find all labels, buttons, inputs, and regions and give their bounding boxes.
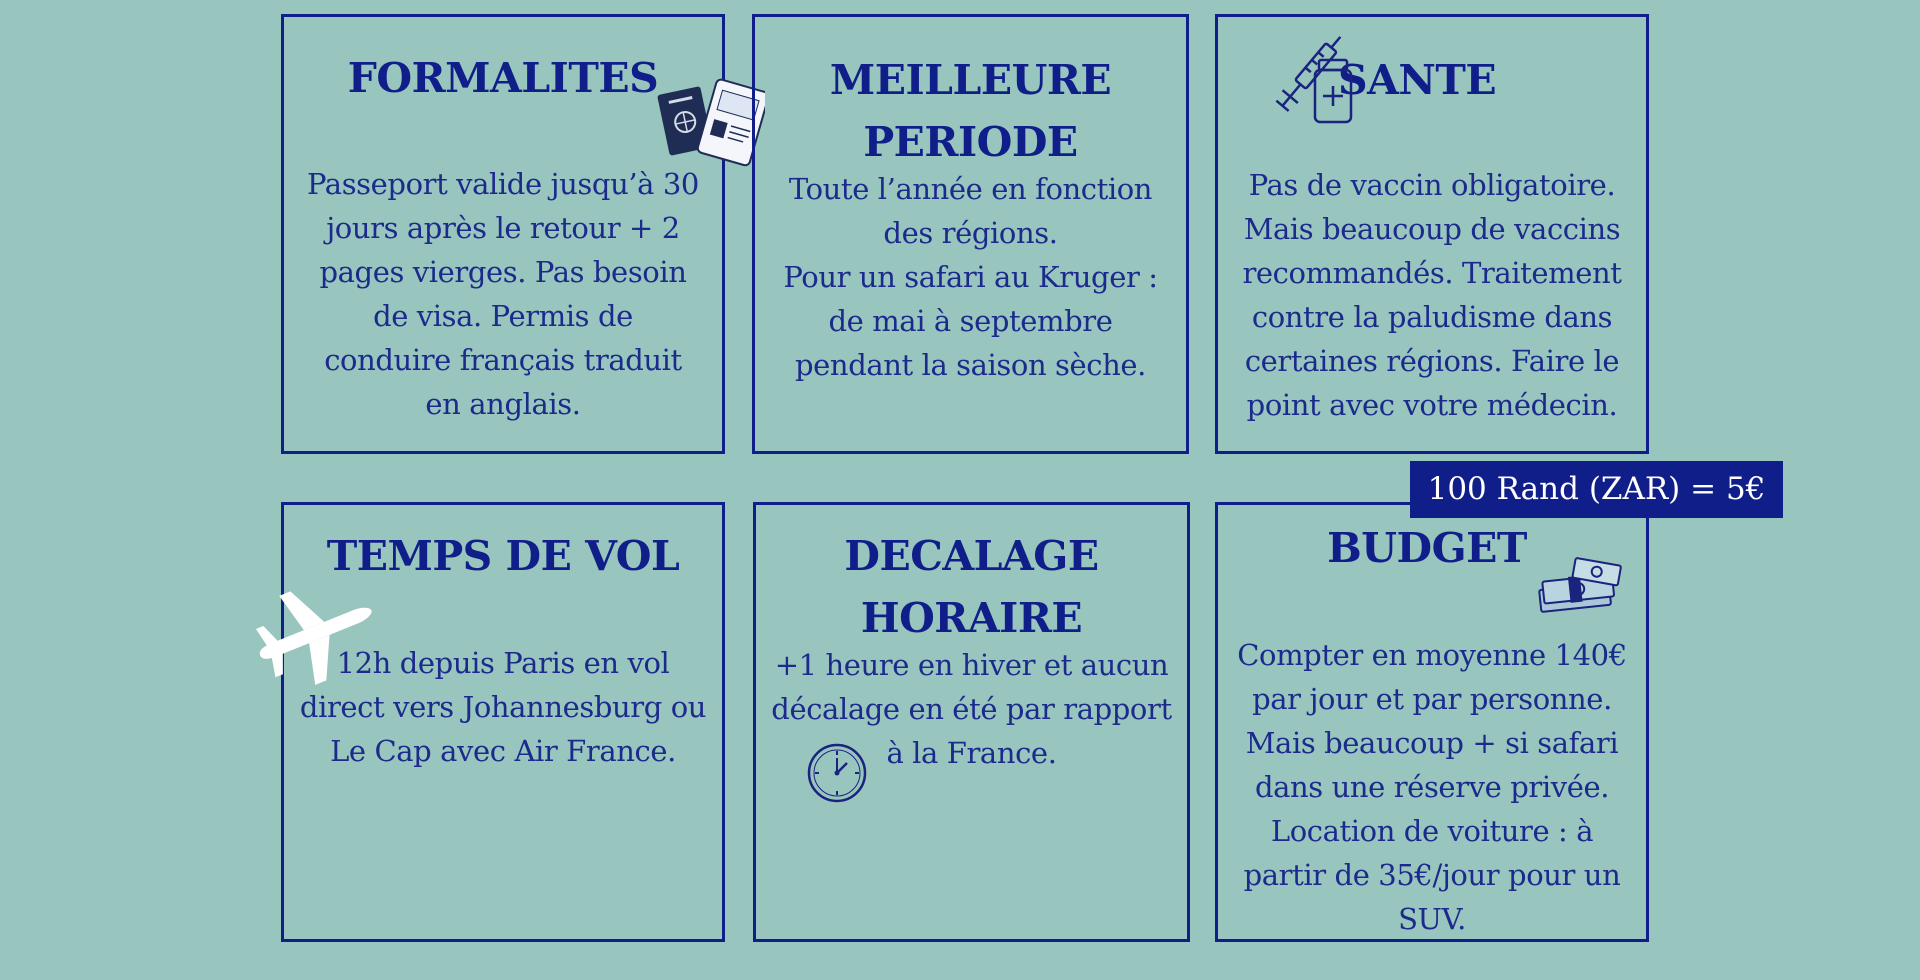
card-title-decalage-line2: HORAIRE — [860, 594, 1083, 642]
clock-icon — [806, 742, 868, 804]
card-title-sante: SANTE — [1338, 56, 1497, 104]
card-body-decalage: +1 heure en hiver et aucun décalage en été par rapport à la France. — [771, 648, 1172, 770]
card-body-budget: Compter en moyenne 140€ par jour et par personne. Mais beaucoup + si safari dans une réserve privée. Location de voiture : à partir de 35€/jour pour un SUV. — [1237, 638, 1627, 936]
card-body-sante: Pas de vaccin obligatoire. Mais beaucoup de vaccins recommandés. Traitement contre la paludisme dans certaines régions. Faire le point avec votre médecin. — [1242, 168, 1622, 422]
card-title-vol: TEMPS DE VOL — [326, 532, 680, 580]
syringe-vaccine-icon — [1265, 24, 1365, 129]
exchange-rate-badge: 100 Rand (ZAR) = 5€ — [1410, 461, 1783, 518]
card-title-formalites: FORMALITES — [347, 54, 659, 102]
card-decalage — [753, 502, 1190, 942]
card-title-periode-line2: PERIODE — [863, 118, 1078, 166]
passport-icon — [655, 76, 765, 171]
card-vol — [281, 502, 725, 942]
card-periode — [752, 14, 1189, 454]
airplane-icon — [248, 582, 378, 687]
card-body-formalites: Passeport valide jusqu’à 30 jours après le retour + 2 pages vierges. Pas besoin de visa. Permis de conduire français traduit en anglais. — [307, 167, 699, 421]
card-title-decalage-line1: DECALAGE — [844, 532, 1099, 580]
card-title-budget: BUDGET — [1327, 524, 1527, 572]
card-body-vol: 12h depuis Paris en vol direct vers Johannesburg ou Le Cap avec Air France. — [299, 646, 707, 768]
card-body-periode: Toute l’année en fonction des régions. Pour un safari au Kruger : de mai à septembre pendant la saison sèche. — [783, 172, 1158, 382]
money-stack-icon — [1533, 556, 1623, 618]
card-title-periode-line1: MEILLEURE — [829, 56, 1112, 104]
